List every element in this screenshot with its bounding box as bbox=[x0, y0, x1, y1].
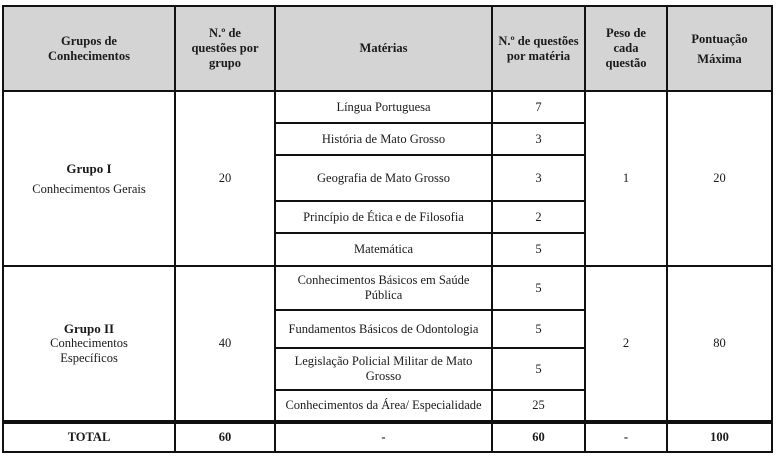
subject-count: 7 bbox=[491, 90, 586, 124]
subject-odontologia: Fundamentos Básicos de Odontologia bbox=[274, 309, 493, 349]
subject-count: 5 bbox=[491, 265, 586, 311]
header-pontuacao: Pontuação Máxima bbox=[666, 5, 773, 92]
header-grupos: Grupos de Conhecimentos bbox=[2, 5, 176, 92]
subject-etica-filosofia: Princípio de Ética e de Filosofia bbox=[274, 200, 493, 234]
exam-table bbox=[2, 5, 773, 455]
group1-pontuacao: 20 bbox=[666, 90, 773, 267]
subject-matematica: Matemática bbox=[274, 232, 493, 267]
header-peso: Peso de cada questão bbox=[584, 5, 668, 92]
group1-peso: 1 bbox=[584, 90, 668, 267]
subject-geografia-mt: Geografia de Mato Grosso bbox=[274, 154, 493, 202]
total-peso: - bbox=[584, 422, 668, 453]
group2-label bbox=[2, 265, 176, 422]
group2-pontuacao: 80 bbox=[666, 265, 773, 422]
total-questions: 60 bbox=[174, 422, 276, 453]
group2-subtitle: Conhecimentos Específicos bbox=[50, 336, 128, 365]
subject-lingua-portuguesa: Língua Portuguesa bbox=[274, 90, 493, 124]
subject-saude-publica: Conhecimentos Básicos em Saúde Pública bbox=[274, 265, 493, 311]
group1-title: Grupo I bbox=[66, 160, 112, 176]
subject-count: 5 bbox=[491, 232, 586, 267]
subject-historia-mt: História de Mato Grosso bbox=[274, 122, 493, 156]
group2-title: Grupo II bbox=[63, 321, 115, 336]
group2-questions: 40 bbox=[174, 265, 276, 422]
group2-peso: 2 bbox=[584, 265, 668, 422]
group1-subtitle: Conhecimentos Gerais bbox=[32, 181, 146, 196]
subject-legislacao-pm: Legislação Policial Militar de Mato Grosso bbox=[274, 347, 493, 391]
header-questoes-materia: N.º de questões por matéria bbox=[491, 5, 586, 92]
subject-count: 5 bbox=[491, 309, 586, 349]
total-per-materia: 60 bbox=[491, 422, 586, 453]
subject-count: 3 bbox=[491, 122, 586, 156]
group1-label bbox=[2, 90, 176, 267]
subject-count: 2 bbox=[491, 200, 586, 234]
header-materias: Matérias bbox=[274, 5, 493, 92]
subject-area-especialidade: Conhecimentos da Área/ Especialidade bbox=[274, 389, 493, 422]
header-questoes-grupo: N.º de questões por grupo bbox=[174, 5, 276, 92]
subject-count: 5 bbox=[491, 347, 586, 391]
total-pontuacao: 100 bbox=[666, 422, 773, 453]
subject-count: 25 bbox=[491, 389, 586, 422]
total-materias: - bbox=[274, 422, 493, 453]
subject-count: 3 bbox=[491, 154, 586, 202]
total-label: TOTAL bbox=[2, 422, 176, 453]
group1-questions: 20 bbox=[174, 90, 276, 267]
